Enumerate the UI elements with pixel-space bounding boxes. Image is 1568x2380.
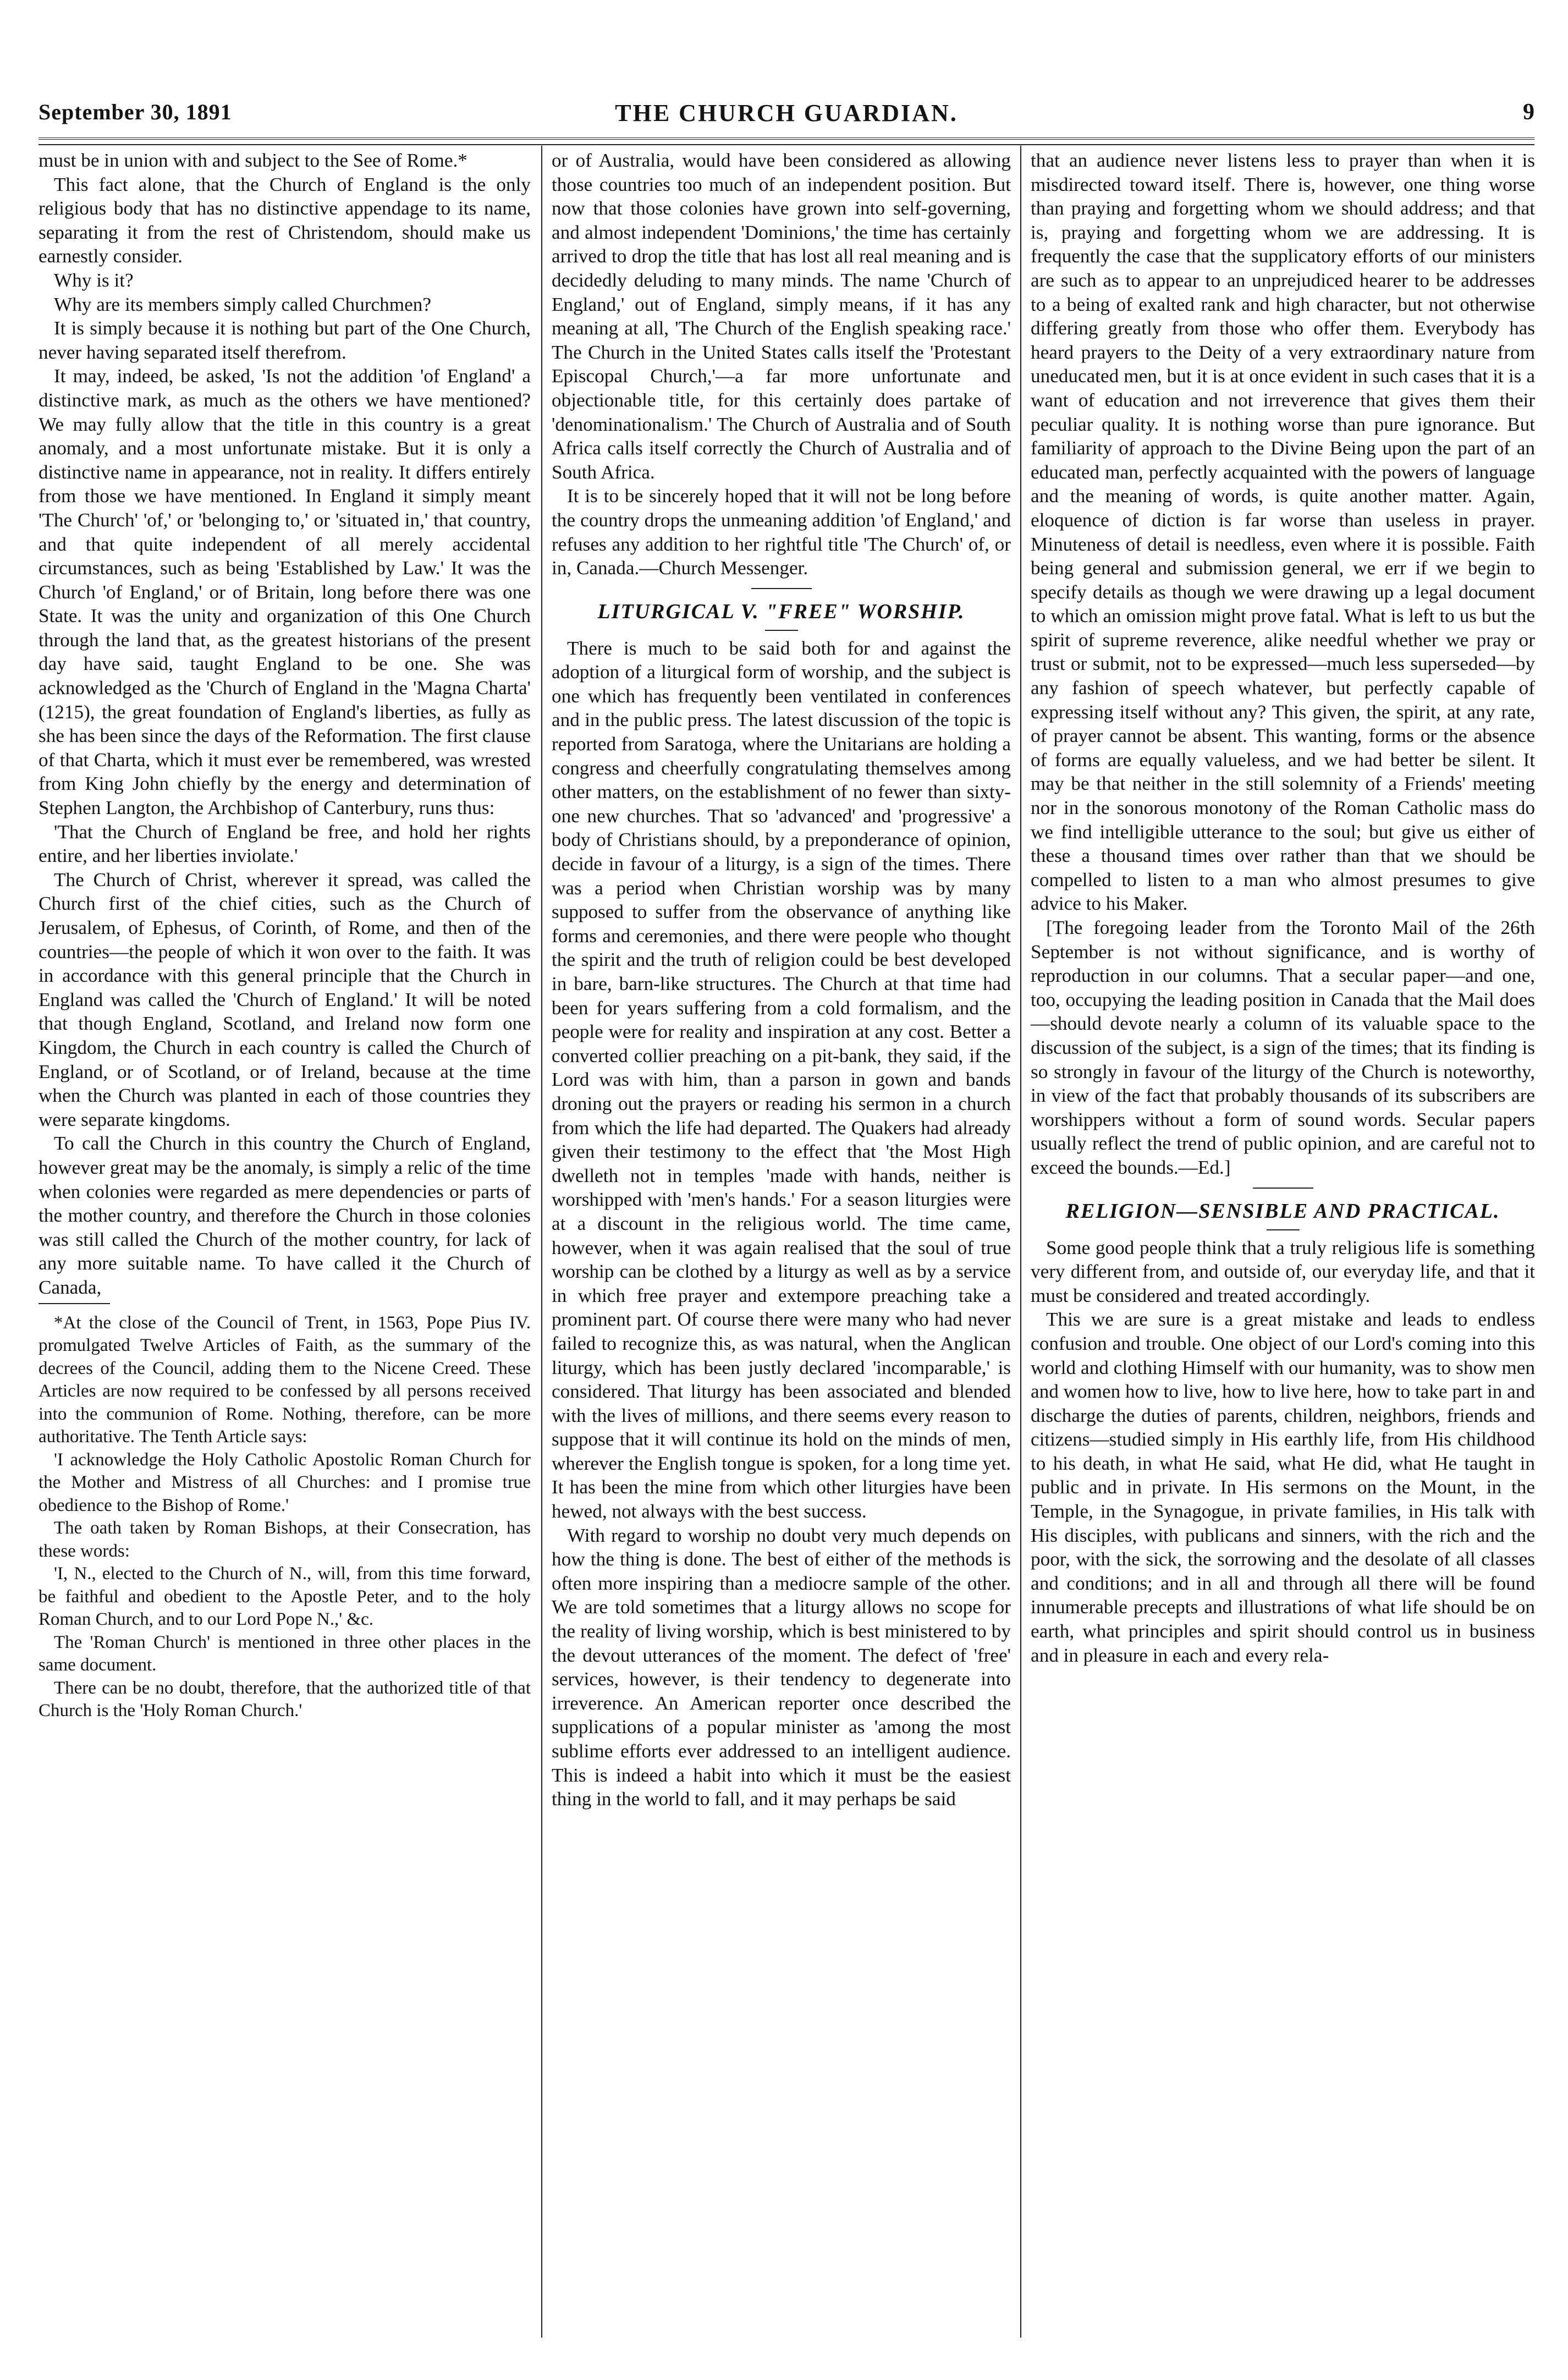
article-heading: RELIGION—SENSIBLE AND PRACTICAL.	[1065, 1199, 1500, 1223]
page-header	[38, 99, 1534, 143]
column-divider-1	[541, 146, 542, 2338]
paragraph: It is to be sincerely hoped that it will not be long before the country drops the unmeaning addition 'of England,' and refuses any addition to her rightful title 'The Church' of, or in, Canada.—Church Messenger.	[552, 485, 1011, 579]
paragraph: With regard to worship no doubt very much depends on how the thing is done. The best of either of the methods is often more inspiring than a mediocre sample of the other. We are told sometimes that a liturgy allows no scope for the reality of living worship, which is best ministered to by the devout utterances of the moment. The defect of 'free' services, however, is their tendency to degenerate into irreverence. An American reporter once described the supplications of a popular minister as 'among the most sublime efforts ever addressed to an intelligent audience. This is indeed a habit into which it must be the easiest thing in the world to fall, and it may perhaps be said	[552, 1524, 1011, 1810]
footnote-rule	[38, 1303, 110, 1304]
column-3	[1031, 149, 1535, 2338]
footnote: *At the close of the Council of Trent, in 1563, Pope Pius IV. promulgated Twelve Articles of Faith, as the summary of the decrees of the Council, adding them to the Nicene Creed. These Articles are now required to be confessed by all persons received into the communion of Rome. Nothing, therefore, can be more authoritative. The Tenth Article says:	[38, 1312, 531, 1447]
paragraph: Some good people think that a truly religious life is something very different from, and outside of, our everyday life, and that it must be considered and treated accordingly.	[1031, 1236, 1535, 1306]
footnote: There can be no doubt, therefore, that the authorized title of that Church is the 'Holy Roman Church.'	[38, 1678, 531, 1721]
footnote: 'I acknowledge the Holy Catholic Apostolic Roman Church for the Mother and Mistress of all Churches: and I promise true obedience to the Bishop of Rome.'	[38, 1449, 531, 1515]
paragraph: This fact alone, that the Church of England is the only religious body that has no distinctive appendage to its name, separating it from the rest of Christendom, should make us earnestly consider.	[38, 173, 531, 267]
issue-date: September 30, 1891	[38, 100, 232, 124]
paragraph: It may, indeed, be asked, 'Is not the addition 'of England' a distinctive mark, as much as the others we have mentioned? We may fully allow that the title in this country is a great anomaly, and a most unfortunate mistake. But it is only a distinctive name in appearance, not in reality. It differs entirely from those we have mentioned. In England it simply meant 'The Church' 'of,' or 'belonging to,' or 'situated in,' that country, and that quite independent of all merely accidental circumstances, such as being 'Established by Law.' It was the Church 'of England,' or of Britain, long before there was one State. It was the unity and organization of this One Church through the land that, as the greatest historians of the present day have said, taught England to be one. She was acknowledged as the 'Church of England in the 'Magna Charta' (1215), the great foundation of England's liberties, as fully as she has been since the days of the Reformation. The first clause of that Charta, which it must ever be remembered, was wrested from King John chiefly by the energy and determination of Stephen Langton, the Archbishop of Canterbury, runs thus:	[38, 365, 531, 819]
column-2	[552, 149, 1011, 2338]
footnote: The oath taken by Roman Bishops, at their Consecration, has these words:	[38, 1518, 531, 1561]
section-rule	[765, 630, 798, 631]
paragraph: It is simply because it is nothing but part of the One Church, never having separated itself therefrom.	[38, 317, 531, 363]
article-heading: LITURGICAL V. "FREE" WORSHIP.	[597, 600, 965, 623]
column-1	[38, 149, 531, 2338]
paragraph: or of Australia, would have been considered as allowing those countries too much of an independent position. But now that those colonies have grown into self-governing, and almost independent 'Dominions,' the time has certainly arrived to drop the title that has lost all real meaning and is decidedly deluding to many minds. The name 'Church of England,' out of England, simply means, if it has any meaning at all, 'The Church of the English speaking race.' The Church in the United States calls itself the 'Protestant Episcopal Church,'—a far more unfortunate and objectionable title, for this certainly does partake of 'denominationalism.' The Church of Australia and of South Africa calls itself correctly the Church of Australia and of South Africa.	[552, 150, 1011, 483]
column-divider-2	[1020, 146, 1021, 2338]
paragraph: The Church of Christ, wherever it spread, was called the Church first of the chief cities, such as the Church of Jerusalem, of Ephesus, of Corinth, of Rome, and then of the countries—the people of which it won over to the faith. It was in accordance with this general principle that the Church in England was called the 'Church of England.' It will be noted that though England, Scotland, and Ireland now form one Kingdom, the Church in each country is called the Church of England, or of Scotland, or of Ireland, because at the time when the Church was planted in each of those countries they were separate kingdoms.	[38, 869, 531, 1130]
paragraph: There is much to be said both for and against the adoption of a liturgical form of worship, and the subject is one which has frequently been ventilated in conferences and in the public press. The latest discussion of the topic is reported from Saratoga, where the Unitarians are holding a congress and cheerfully congratulating themselves among other matters, on the establishment of no fewer than sixty-one new churches. That so 'advanced' and 'progressive' a body of Christians should, by a preponderance of opinion, decide in favour of a liturgy, is a sign of the times. There was a period when Christian worship was by many supposed to suffer from the observance of anything like forms and ceremonies, and there were people who thought the spirit and the truth of religion could be best developed in bare, barn-like structures. The Church at that time had been for years suffering from a cold formalism, and the people were for reality and inspiration at any cost. Better a converted collier preaching on a pit-bank, they said, if the Lord was with him, than a parson in gown and bands droning out the prayers or reading his sermon in a church from which the life had departed. The Quakers had already given their testimony to the effect that 'the Most High dwelleth not in temples 'made with hands, neither is worshipped with 'men's hands.' For a season liturgies were at a discount in the religious world. The time came, however, when it was again realised that the soul of true worship can be clothed by a liturgy as well as by a service in which free prayer and extempore preaching take a prominent part. Of course there were many who had never failed to recognize this, as was natural, when the Anglican liturgy, which has been justly declared 'incomparable,' is considered. That liturgy has been associated and blended with the lives of millions, and there seems every reason to suppose that it will continue its hold on the minds of men, wherever the English tongue is spoken, for a long time yet. It has been the mine from which other liturgies have been hewed, not always with the best success.	[552, 637, 1011, 1522]
footnote: The 'Roman Church' is mentioned in three other places in the same document.	[38, 1632, 531, 1675]
header-rule	[38, 138, 1534, 145]
section-rule	[1253, 1188, 1313, 1189]
quotation: 'That the Church of England be free, and hold her rights entire, and her liberties inviolate.'	[38, 821, 531, 867]
masthead-title: THE CHURCH GUARDIAN.	[615, 100, 958, 127]
footnote: 'I, N., elected to the Church of N., will, from this time forward, be faithful and obedient to the Apostle Peter, and to the holy Roman Church, and to our Lord Pope N.,' &c.	[38, 1564, 531, 1629]
paragraph: Why are its members simply called Churchmen?	[54, 293, 431, 315]
paragraph: must be in union with and subject to the See of Rome.*	[38, 150, 467, 171]
paragraph: that an audience never listens less to prayer than when it is misdirected toward itself. There is, however, one thing worse than praying and forgetting whom we should address; and that is, praying and forgetting whom we are addressing. It is frequently the case that the supplicatory efforts of our ministers are such as to appear to an unprejudiced hearer to be addresses to a being of exalted rank and high character, but not otherwise differing greatly from those who offer them. Everybody has heard prayers to the Deity of a very extraordinary nature from uneducated men, but it is at once evident in such cases that it is a want of education and not irreverence that gives them their peculiar quality. It is nothing worse than pure ignorance. But familiarity of approach to the Divine Being upon the part of an educated man, perfectly acquainted with the powers of language and the meaning of words, is quite another matter. Again, eloquence of diction is far worse than useless in prayer. Minuteness of detail is needless, even where it is possible. Faith being general and submission general, we err if we begin to specify details as though we were drawing up a legal document to which an omission might prove fatal. What is left to us but the spirit of supreme reverence, alike needful whether we pray or trust or submit, not to be expressed—much less superseded—by any fashion of speech whatever, but perfectly capable of expressing itself without any? This given, the spirit, at any rate, of prayer cannot be absent. This wanting, forms or the absence of forms are equally valueless, and we had better be silent. It may be that neither in the still solemnity of a Friends' meeting nor in the sonorous monotony of the Roman Catholic mass do we find intelligible utterance to the soul; but give us either of these a thousand times over rather than that we should be compelled to listen to a man who almost presumes to give advice to his Maker.	[1031, 150, 1535, 915]
paragraph: To call the Church in this country the Church of England, however great may be the anomaly, is simply a relic of the time when colonies were regarded as mere dependencies or parts of the mother country, and therefore the Church in those colonies was still called the Church of the mother country, for lack of any more suitable name. To have called it the Church of Canada,	[38, 1133, 531, 1298]
paragraph: This we are sure is a great mistake and leads to endless confusion and trouble. One object of our Lord's coming into this world and clothing Himself with our humanity, was to show men and women how to live, how to live here, how to take part in and discharge the duties of parents, children, neighbors, friends and citizens—studied simply in His earthly life, from His childhood to his death, in what He said, what He did, what He taught in public and in private. In His sermons on the Mount, in the Temple, in the Synagogue, in private families, in His talk with His disciples, with publicans and sinners, with the rich and the poor, with the sick, the sorrowing and the desolate of all classes and conditions; and in all and through all there will be found innumerable precepts and illustrations of what life should be on earth, what principles and spirit should control us in business and in pleasure in each and every rela-	[1031, 1309, 1535, 1666]
section-rule	[1267, 1229, 1300, 1230]
section-rule	[751, 588, 812, 589]
editor-note: [The foregoing leader from the Toronto Mail of the 26th September is not without significance, and is worthy of reproduction in our columns. That a secular paper—and one, too, occupying the leading position in Canada that the Mail does—should devote nearly a column of its valuable space to the discussion of the subject, is a sign of the times; that its finding is so strongly in favour of the liturgy of the Church is noteworthy, in view of the fact that probably thousands of its subscribers are worshippers without a form of sound words. Secular papers usually reflect the trend of public opinion, and are careful not to exceed the bounds.—Ed.]	[1031, 917, 1535, 1178]
paragraph: Why is it?	[54, 269, 134, 291]
page-number: 9	[1523, 100, 1534, 125]
